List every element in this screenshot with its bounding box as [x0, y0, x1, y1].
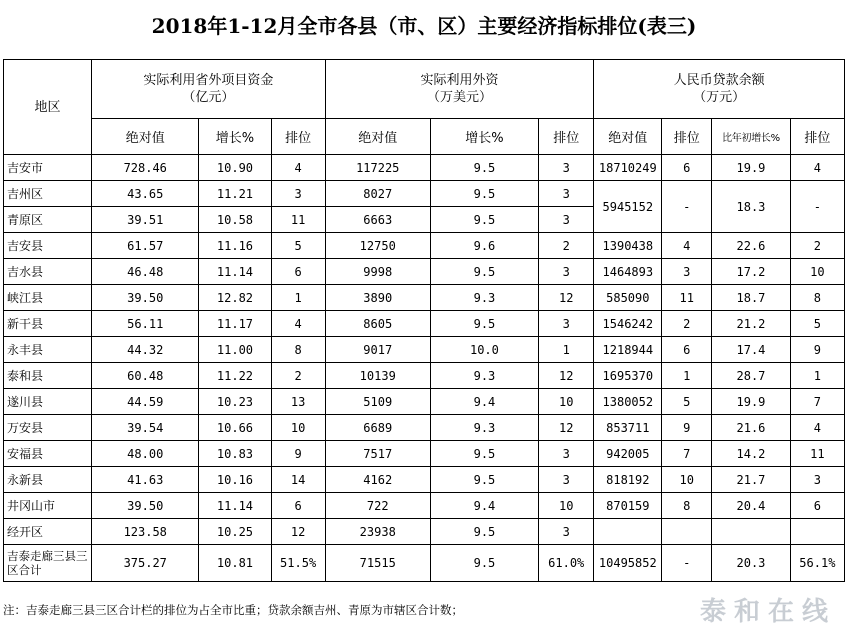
- cell: 9.5: [430, 311, 538, 337]
- cell: 12: [271, 519, 325, 545]
- cell: 1695370: [594, 363, 662, 389]
- region-name: 吉州区: [4, 181, 92, 207]
- cell: 28.7: [712, 363, 791, 389]
- cell: 9: [662, 415, 712, 441]
- cell: 39.54: [92, 415, 199, 441]
- cell: 375.27: [92, 545, 199, 582]
- cell: 117225: [325, 155, 430, 181]
- col-abs: 绝对值: [92, 119, 199, 155]
- cell: 23938: [325, 519, 430, 545]
- cell: 1380052: [594, 389, 662, 415]
- region-name: 峡江县: [4, 285, 92, 311]
- cell: 51.5%: [271, 545, 325, 582]
- cell: 9: [271, 441, 325, 467]
- cell: 3: [790, 467, 844, 493]
- cell: 6689: [325, 415, 430, 441]
- cell: 9.3: [430, 415, 538, 441]
- cell: 853711: [594, 415, 662, 441]
- cell: 10.0: [430, 337, 538, 363]
- cell: [662, 519, 712, 545]
- cell: 7: [662, 441, 712, 467]
- watermark-logo: 泰和在线: [699, 597, 836, 627]
- region-name: 吉泰走廊三县三区合计: [4, 545, 92, 582]
- cell: 722: [325, 493, 430, 519]
- cell: 11.17: [199, 311, 271, 337]
- cell: 6663: [325, 207, 430, 233]
- cell: 46.48: [92, 259, 199, 285]
- cell: 14.2: [712, 441, 791, 467]
- page-title: 2018年1-12月全市各县（市、区）主要经济指标排位(表三): [151, 14, 697, 38]
- cell: 19.9: [712, 389, 791, 415]
- cell: 8027: [325, 181, 430, 207]
- cell: 7: [790, 389, 844, 415]
- cell: 10: [539, 389, 594, 415]
- cell: 2: [539, 233, 594, 259]
- cell: 9.6: [430, 233, 538, 259]
- cell: 1390438: [594, 233, 662, 259]
- cell: 728.46: [92, 155, 199, 181]
- cell: 5: [662, 389, 712, 415]
- cell: [594, 519, 662, 545]
- cell: 10.25: [199, 519, 271, 545]
- cell: 8: [662, 493, 712, 519]
- cell: 10.66: [199, 415, 271, 441]
- region-name: 经开区: [4, 519, 92, 545]
- cell: 3: [271, 181, 325, 207]
- cell: 2: [790, 233, 844, 259]
- cell: 6: [271, 493, 325, 519]
- cell: 12.82: [199, 285, 271, 311]
- cell: 10: [271, 415, 325, 441]
- cell: 20.3: [712, 545, 791, 582]
- cell: 10139: [325, 363, 430, 389]
- cell: 10: [790, 259, 844, 285]
- cell: 10.83: [199, 441, 271, 467]
- cell: 4: [662, 233, 712, 259]
- cell: 3: [539, 311, 594, 337]
- cell: 39.50: [92, 285, 199, 311]
- cell: 12: [539, 285, 594, 311]
- cell: 56.11: [92, 311, 199, 337]
- cell: 8: [271, 337, 325, 363]
- cell: 3: [539, 181, 594, 207]
- cell: 17.2: [712, 259, 791, 285]
- cell: 11: [271, 207, 325, 233]
- cell: 11.21: [199, 181, 271, 207]
- merged-loan-rank: -: [662, 181, 712, 233]
- cell: 17.4: [712, 337, 791, 363]
- cell: 10.23: [199, 389, 271, 415]
- cell: 585090: [594, 285, 662, 311]
- col-growth-from-start: 比年初增长%: [712, 119, 791, 155]
- header-group-provincial-funds: 实际利用省外项目资金 （亿元）: [92, 60, 326, 119]
- cell: 4: [790, 415, 844, 441]
- col-growth: 增长%: [199, 119, 271, 155]
- cell: 19.9: [712, 155, 791, 181]
- cell: 3: [662, 259, 712, 285]
- table-row-total: [4, 545, 845, 582]
- cell: 3: [539, 259, 594, 285]
- header-row-columns: [4, 119, 845, 155]
- cell: 818192: [594, 467, 662, 493]
- cell: 10.16: [199, 467, 271, 493]
- region-name: 万安县: [4, 415, 92, 441]
- merged-loan-growth: 18.3: [712, 181, 791, 233]
- table-row: [4, 259, 845, 285]
- cell: 6: [271, 259, 325, 285]
- cell: 41.63: [92, 467, 199, 493]
- cell: 18710249: [594, 155, 662, 181]
- table-row: [4, 155, 845, 181]
- region-name: 吉安市: [4, 155, 92, 181]
- cell: 9.5: [430, 181, 538, 207]
- cell: 9.3: [430, 285, 538, 311]
- cell: 11.16: [199, 233, 271, 259]
- cell: 9.5: [430, 441, 538, 467]
- table-row: [4, 441, 845, 467]
- table-row: [4, 363, 845, 389]
- cell: 71515: [325, 545, 430, 582]
- header-row-groups: [4, 60, 845, 119]
- cell: 5: [271, 233, 325, 259]
- table-row: [4, 415, 845, 441]
- col-rank: 排位: [662, 119, 712, 155]
- cell: 8605: [325, 311, 430, 337]
- cell: 48.00: [92, 441, 199, 467]
- cell: 43.65: [92, 181, 199, 207]
- cell: 9.5: [430, 467, 538, 493]
- col-rank: 排位: [271, 119, 325, 155]
- cell: 3: [539, 519, 594, 545]
- cell: 61.57: [92, 233, 199, 259]
- table-row: [4, 311, 845, 337]
- cell: 3: [539, 207, 594, 233]
- cell: 4: [790, 155, 844, 181]
- region-name: 泰和县: [4, 363, 92, 389]
- cell: 9.3: [430, 363, 538, 389]
- header-region: 地区: [4, 60, 92, 155]
- cell: 9017: [325, 337, 430, 363]
- cell: 12: [539, 415, 594, 441]
- cell: 1: [539, 337, 594, 363]
- cell: 11.14: [199, 493, 271, 519]
- cell: 6: [662, 337, 712, 363]
- cell: 11.00: [199, 337, 271, 363]
- cell: 9.5: [430, 207, 538, 233]
- cell: 21.2: [712, 311, 791, 337]
- region-name: 吉水县: [4, 259, 92, 285]
- region-name: 青原区: [4, 207, 92, 233]
- cell: 9998: [325, 259, 430, 285]
- cell: 1546242: [594, 311, 662, 337]
- economic-indicators-table: [3, 59, 845, 582]
- footnote: 注：吉泰走廊三县三区合计栏的排位为占全市比重；贷款余额吉州、青原为市辖区合计数；: [3, 603, 463, 617]
- cell: 11: [790, 441, 844, 467]
- cell: 11: [662, 285, 712, 311]
- cell: 3890: [325, 285, 430, 311]
- region-name: 永新县: [4, 467, 92, 493]
- cell: 9.4: [430, 493, 538, 519]
- cell: 10.58: [199, 207, 271, 233]
- cell: 10.90: [199, 155, 271, 181]
- cell: 9.5: [430, 519, 538, 545]
- cell: 11.14: [199, 259, 271, 285]
- cell: 9: [790, 337, 844, 363]
- cell: 3: [539, 155, 594, 181]
- cell: 870159: [594, 493, 662, 519]
- cell: 44.59: [92, 389, 199, 415]
- cell: 4: [271, 311, 325, 337]
- region-name: 遂川县: [4, 389, 92, 415]
- header-group-rmb-loans: 人民币贷款余额 （万元）: [594, 60, 845, 119]
- cell: 4162: [325, 467, 430, 493]
- cell: 6: [790, 493, 844, 519]
- region-name: 吉安县: [4, 233, 92, 259]
- cell: 2: [271, 363, 325, 389]
- cell: 10495852: [594, 545, 662, 582]
- col-abs: 绝对值: [594, 119, 662, 155]
- merged-loan-pos: -: [790, 181, 844, 233]
- table-row: [4, 181, 845, 207]
- cell: 1218944: [594, 337, 662, 363]
- cell: 3: [539, 441, 594, 467]
- cell: 123.58: [92, 519, 199, 545]
- table-row: [4, 467, 845, 493]
- table-row: [4, 493, 845, 519]
- cell: 22.6: [712, 233, 791, 259]
- cell: 44.32: [92, 337, 199, 363]
- table-row: [4, 389, 845, 415]
- table-row: [4, 519, 845, 545]
- cell: 9.4: [430, 389, 538, 415]
- cell: 942005: [594, 441, 662, 467]
- cell: 1: [271, 285, 325, 311]
- cell: 60.48: [92, 363, 199, 389]
- cell: 9.5: [430, 545, 538, 582]
- cell: [790, 519, 844, 545]
- cell: 20.4: [712, 493, 791, 519]
- region-name: 井冈山市: [4, 493, 92, 519]
- cell: 61.0%: [539, 545, 594, 582]
- cell: 4: [271, 155, 325, 181]
- cell: 10.81: [199, 545, 271, 582]
- cell: 2: [662, 311, 712, 337]
- cell: 11.22: [199, 363, 271, 389]
- cell: 12: [539, 363, 594, 389]
- table-row: [4, 285, 845, 311]
- cell: 5: [790, 311, 844, 337]
- header-group-foreign-capital: 实际利用外资 （万美元）: [325, 60, 594, 119]
- cell: 18.7: [712, 285, 791, 311]
- cell: 5109: [325, 389, 430, 415]
- cell: 3: [539, 467, 594, 493]
- cell: 1464893: [594, 259, 662, 285]
- cell: 9.5: [430, 259, 538, 285]
- cell: 10: [539, 493, 594, 519]
- col-growth: 增长%: [430, 119, 538, 155]
- col-rank: 排位: [790, 119, 844, 155]
- cell: 13: [271, 389, 325, 415]
- table-row: [4, 337, 845, 363]
- region-name: 新干县: [4, 311, 92, 337]
- cell: 21.7: [712, 467, 791, 493]
- col-abs: 绝对值: [325, 119, 430, 155]
- region-name: 安福县: [4, 441, 92, 467]
- cell: 9.5: [430, 155, 538, 181]
- region-name: 永丰县: [4, 337, 92, 363]
- cell: 21.6: [712, 415, 791, 441]
- table-row: [4, 233, 845, 259]
- cell: 1: [790, 363, 844, 389]
- cell: 56.1%: [790, 545, 844, 582]
- cell: 1: [662, 363, 712, 389]
- cell: 6: [662, 155, 712, 181]
- cell: 14: [271, 467, 325, 493]
- cell: 39.50: [92, 493, 199, 519]
- cell: 12750: [325, 233, 430, 259]
- col-rank: 排位: [539, 119, 594, 155]
- cell: -: [662, 545, 712, 582]
- cell: [712, 519, 791, 545]
- cell: 10: [662, 467, 712, 493]
- cell: 7517: [325, 441, 430, 467]
- cell: 8: [790, 285, 844, 311]
- merged-loan-abs: 5945152: [594, 181, 662, 233]
- cell: 39.51: [92, 207, 199, 233]
